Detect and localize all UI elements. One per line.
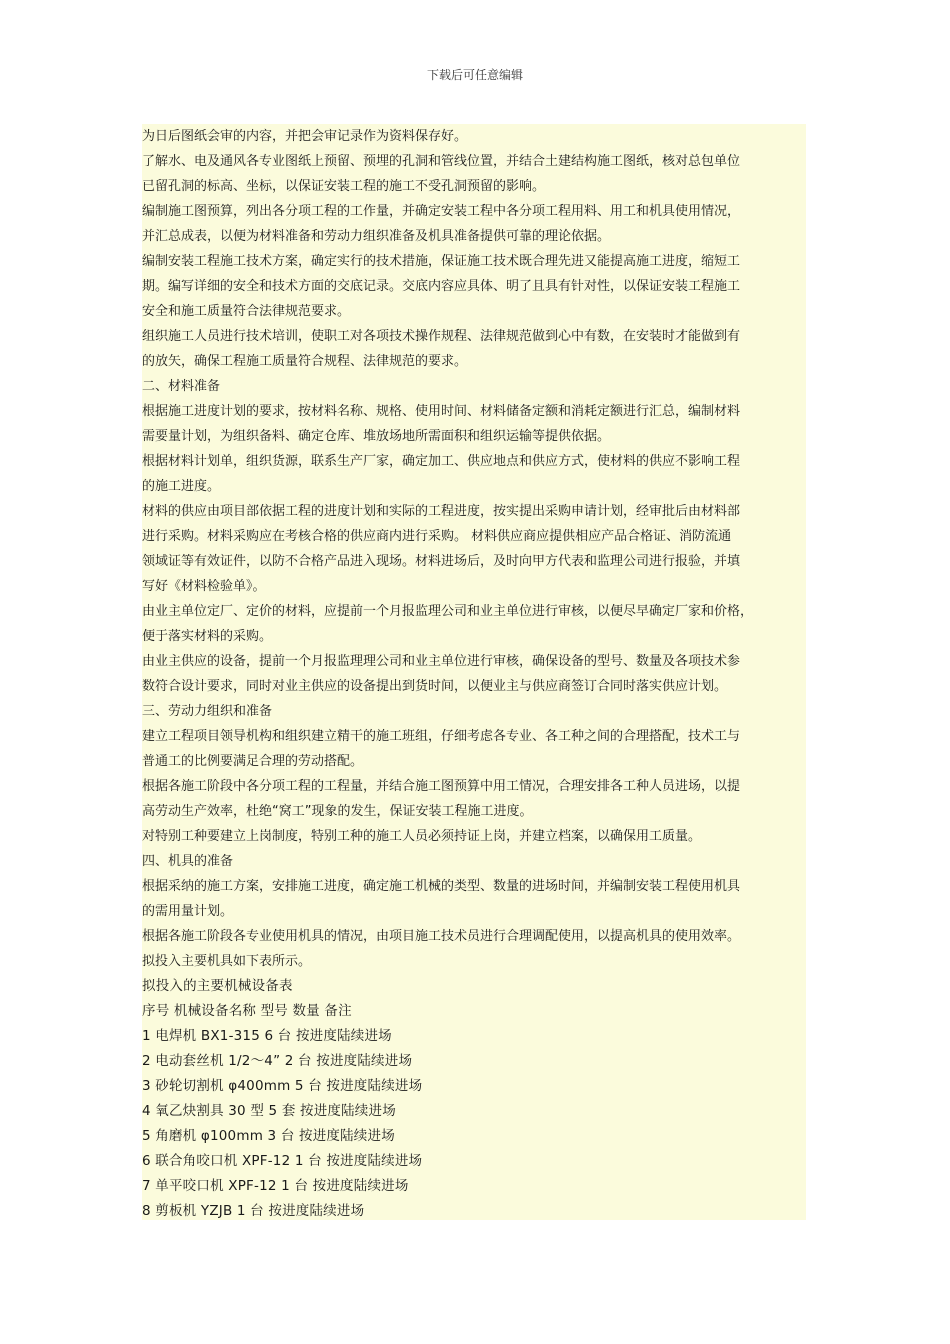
text-line: 四、机具的准备 xyxy=(142,854,234,869)
text-line: 编制安装工程施工技术方案，确定实行的技术措施，保证施工技术既合理先进又能提高施工进度，缩短工 xyxy=(142,254,741,269)
text-line: 的施工进度。 xyxy=(142,479,221,494)
text-line: 根据材料计划单，组织货源，联系生产厂家，确定加工、供应地点和供应方式，使材料的供应不影响工程 xyxy=(142,454,741,469)
text-line: 材料的供应由项目部依据工程的进度计划和实际的工程进度，按实提出采购申请计划，经审批后由材料部 xyxy=(142,504,741,519)
text-line: 对特别工种要建立上岗制度，特别工种的施工人员必须持证上岗，并建立档案，以确保用工质量。 xyxy=(142,829,702,844)
text-line: 已留孔洞的标高、坐标，以保证安装工程的施工不受孔洞预留的影响。 xyxy=(142,179,546,194)
text-line: 的放矢，确保工程施工质量符合规程、法律规范的要求。 xyxy=(142,354,468,369)
text-line: 并汇总成表，以便为材料准备和劳动力组织准备及机具准备提供可靠的理论依据。 xyxy=(142,229,611,244)
equipment-table xyxy=(142,974,806,1224)
table-row: 8 剪板机 YZJB 1 台 按进度陆续进场 xyxy=(142,1203,365,1219)
table-row: 3 砂轮切割机 φ400mm 5 台 按进度陆续进场 xyxy=(142,1078,423,1094)
text-line: 根据施工进度计划的要求，按材料名称、规格、使用时间、材料储备定额和消耗定额进行汇总，编制材料 xyxy=(142,404,741,419)
text-line: 根据各施工阶段中各分项工程的工程量，并结合施工图预算中用工情况，合理安排各工种人员进场，以提 xyxy=(142,779,741,794)
text-line: 拟投入主要机具如下表所示。 xyxy=(142,954,312,969)
table-header-row: 序号 机械设备名称 型号 数量 备注 xyxy=(142,1003,352,1019)
text-line: 需要量计划，为组织备料、确定仓库、堆放场地所需面积和组织运输等提供依据。 xyxy=(142,429,611,444)
text-line: 安全和施工质量符合法律规范要求。 xyxy=(142,304,351,319)
text-line: 领域证等有效证件，以防不合格产品进入现场。材料进场后，及时向甲方代表和监理公司进行报验，并填 xyxy=(142,554,741,569)
table-row: 2 电动套丝机 1/2～4” 2 台 按进度陆续进场 xyxy=(142,1053,413,1069)
page-header: 下载后可任意编辑 xyxy=(426,68,523,82)
table-row: 1 电焊机 BX1-315 6 台 按进度陆续进场 xyxy=(142,1028,392,1044)
table-row: 5 角磨机 φ100mm 3 台 按进度陆续进场 xyxy=(142,1128,395,1144)
text-line: 便于落实材料的采购。 xyxy=(142,629,273,644)
table-row: 4 氧乙炔割具 30 型 5 套 按进度陆续进场 xyxy=(142,1103,396,1119)
text-line: 由业主单位定厂、定价的材料，应提前一个月报监理公司和业主单位进行审核，以便尽早确定厂家和价格， xyxy=(142,604,754,619)
text-line: 的需用量计划。 xyxy=(142,904,234,919)
text-line: 进行采购。材料采购应在考核合格的供应商内进行采购。 材料供应商应提供相应产品合格证、消防流通 xyxy=(142,529,732,544)
text-line: 了解水、电及通风各专业图纸上预留、预埋的孔洞和管线位置，并结合土建结构施工图纸，核对总包单位 xyxy=(142,154,741,169)
text-paragraphs xyxy=(142,124,806,974)
text-line: 根据采纳的施工方案，安排施工进度，确定施工机械的类型、数量的进场时间，并编制安装工程使用机具 xyxy=(142,879,741,894)
table-title: 拟投入的主要机械设备表 xyxy=(142,978,293,994)
text-line: 三、劳动力组织和准备 xyxy=(142,704,273,719)
text-line: 编制施工图预算，列出各分项工程的工作量，并确定安装工程中各分项工程用料、用工和机具使用情况， xyxy=(142,204,741,219)
text-line: 由业主供应的设备，提前一个月报监理理公司和业主单位进行审核，确保设备的型号、数量及各项技术参 xyxy=(142,654,741,669)
text-line: 写好《材料检验单》。 xyxy=(142,579,266,594)
text-line: 为日后图纸会审的内容，并把会审记录作为资料保存好。 xyxy=(142,129,468,144)
text-line: 组织施工人员进行技术培训，使职工对各项技术操作规程、法律规范做到心中有数，在安装时才能做到有 xyxy=(142,329,741,344)
text-line: 高劳动生产效率，杜绝“窝工”现象的发生，保证安装工程施工进度。 xyxy=(142,804,533,819)
text-line: 普通工的比例要满足合理的劳动搭配。 xyxy=(142,754,364,769)
text-line: 二、材料准备 xyxy=(142,379,221,394)
table-row: 6 联合角咬口机 XPF-12 1 台 按进度陆续进场 xyxy=(142,1153,423,1169)
text-line: 数符合设计要求，同时对业主供应的设备提出到货时间，以便业主与供应商签订合同时落实供应计划。 xyxy=(142,679,728,694)
text-line: 根据各施工阶段各专业使用机具的情况，由项目施工技术员进行合理调配使用，以提高机具的使用效率。 xyxy=(142,929,741,944)
text-line: 建立工程项目领导机构和组织建立精干的施工班组，仔细考虑各专业、各工种之间的合理搭配，技术工与 xyxy=(142,729,741,744)
document-body xyxy=(142,124,806,1220)
text-line: 期。编写详细的安全和技术方面的交底记录。交底内容应具体、明了且具有针对性，以保证安装工程施工 xyxy=(142,279,741,294)
table-row: 7 单平咬口机 XPF-12 1 台 按进度陆续进场 xyxy=(142,1178,409,1194)
